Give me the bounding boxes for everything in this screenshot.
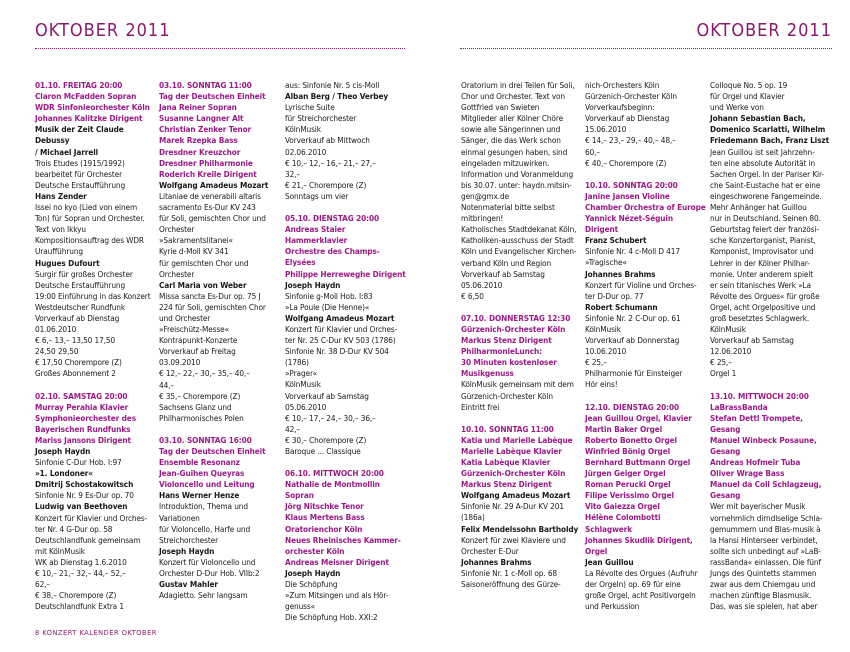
detail-line: Oratorium in drei Teilen für Soli, bbox=[461, 80, 575, 90]
detail-line: »Tragische« bbox=[585, 257, 627, 268]
detail-line: Die Schöpfung bbox=[285, 579, 338, 590]
detail-line: machen zünftige Blasmusik. bbox=[710, 590, 812, 601]
detail-line: 15.06.2010 bbox=[585, 124, 627, 135]
detail-line: vornehmlich dirndlselige Schla- bbox=[710, 512, 823, 523]
detail-line: ten eine absolute Autorität in bbox=[710, 157, 816, 168]
detail-line: € 30,– Chorempore (Z) bbox=[285, 434, 367, 445]
performer-line: 30 Minuten kostenloser bbox=[461, 357, 557, 368]
detail-line: mitbringen! bbox=[461, 213, 504, 224]
composer-line: / Michael Jarrell bbox=[35, 146, 99, 157]
detail-line: Kompositionsauftrag des WDR bbox=[35, 235, 144, 246]
performer-line: Bernhard Buttmann Orgel bbox=[585, 457, 691, 467]
detail-line: »Prager« bbox=[285, 368, 317, 379]
detail-line: Sinfonie Nr. 1 c-Moll op. 68 bbox=[461, 567, 557, 578]
performer-line: Roderich Kreile Dirigent bbox=[159, 168, 257, 179]
detail-line: Sänger, die das Werk schon bbox=[461, 135, 561, 146]
detail-line: la Hansi Hinterseer verbindet, bbox=[710, 534, 818, 545]
detail-line: Sinfonie g-Moll Hob. I:83 bbox=[285, 290, 373, 301]
performer-line: Musikgenuss bbox=[461, 368, 514, 379]
performer-line: Gesang bbox=[710, 446, 741, 456]
event-date: 13.10. MITTWOCH 20:00 bbox=[710, 390, 809, 401]
detail-line: 19:00 Einführung in das Konzert bbox=[35, 290, 151, 301]
detail-line: Mitglieder aller Kölner Chöre bbox=[461, 113, 564, 124]
event-entry bbox=[461, 424, 583, 590]
detail-line: Litaniae de venerabili altaris bbox=[159, 190, 261, 201]
performer-line: Oliver Wrage Bass bbox=[710, 468, 785, 479]
detail-line: Die Schöpfung Hob. XXI:2 bbox=[285, 612, 378, 623]
event-entry bbox=[461, 80, 583, 302]
performer-line: Andreas Meisner Dirigent bbox=[285, 556, 389, 567]
detail-line: Sinfonie Nr. 38 D-Dur KV 504 bbox=[285, 346, 389, 357]
detail-line: für Orgel und Klavier bbox=[710, 91, 785, 102]
detail-line: der Orgeln) op. 69 für eine bbox=[585, 579, 681, 590]
performer-line: Johannes Kalitzke Dirigent bbox=[35, 113, 143, 124]
detail-line: eingeladen mitzuwirken. bbox=[461, 157, 550, 168]
dotted-divider-right bbox=[460, 48, 832, 49]
detail-line: Orchester D-Dur Hob. VIIb:2 bbox=[159, 568, 260, 579]
detail-line: Missa sancta Es-Dur op. 75 J bbox=[159, 290, 261, 301]
detail-line: Vorverkauf ab Samstag bbox=[285, 390, 369, 401]
performer-line: Christian Zenker Tenor bbox=[159, 124, 252, 135]
composer-line: Joseph Haydn bbox=[285, 279, 341, 290]
detail-line: € 25,– bbox=[710, 357, 732, 368]
detail-line: groß besetztes Schlagwerk. bbox=[710, 312, 810, 323]
performer-line: Symphonieorchester des bbox=[35, 412, 136, 423]
performer-line: Stefan Dettl Trompete, Gesang bbox=[710, 412, 803, 434]
detail-line: Jungs des Quintetts stammen bbox=[710, 568, 817, 579]
detail-line: Kontrapunkt-Konzerte bbox=[159, 335, 238, 346]
performer-line: Murray Perahia Klavier bbox=[35, 401, 129, 412]
detail-line: Mehr Anhänger hat Guillou bbox=[710, 202, 807, 213]
detail-line: Vorverkaufsbeginn: bbox=[585, 102, 655, 113]
detail-line: KölnMusik gemeinsam mit dem bbox=[461, 379, 574, 390]
composer-line: Wolfgang Amadeus Mozart bbox=[285, 312, 395, 323]
detail-line: Orgel 1 bbox=[710, 368, 737, 379]
event-entry bbox=[585, 180, 707, 391]
detail-line: für gemischten Chor und bbox=[159, 257, 249, 268]
detail-line: einmal gesungen haben, sind bbox=[461, 146, 568, 157]
detail-line: Wer mit bayerischer Musik bbox=[710, 501, 806, 512]
detail-line: KölnMusik bbox=[285, 124, 321, 135]
composer-line: Gustav Mahler bbox=[159, 579, 218, 590]
detail-line: Orchester bbox=[159, 268, 195, 279]
detail-line: Konzert für zwei Klaviere und bbox=[461, 534, 566, 545]
performer-line: Ensemble Resonanz bbox=[159, 457, 240, 468]
detail-line: rassBanda« einlassen. Die fünf bbox=[710, 556, 821, 567]
detail-line: La Révolte des Orgues (Aufruhr bbox=[585, 567, 698, 578]
detail-line: »La Poule (Die Henne)« bbox=[285, 301, 370, 312]
composer-line: Franz Schubert bbox=[585, 235, 647, 246]
detail-line: Issei no kyo (Lied von einem bbox=[35, 202, 138, 213]
detail-line: € 10,– 21,– 32,– 44,– 52,– bbox=[35, 568, 126, 579]
detail-line: nich-Orchesters Köln bbox=[585, 80, 660, 90]
detail-line: KölnMusik bbox=[285, 379, 321, 390]
performer-line: WDR Sinfonieorchester Köln bbox=[35, 102, 150, 113]
performer-line: Hélène Colombotti Schlagwerk bbox=[585, 512, 661, 534]
detail-line: € 12,– 22,– 30,– 35,– 40,– bbox=[159, 368, 250, 379]
composer-line: Joseph Haydn bbox=[285, 567, 341, 578]
detail-line: »Zum Mitsingen und als Hör- bbox=[285, 590, 389, 601]
performer-line: Gesang bbox=[710, 490, 741, 501]
performer-line: Dresdner Kreuzchor bbox=[159, 146, 241, 157]
detail-line: 05.06.2010 bbox=[461, 279, 503, 290]
detail-line: und Perkussion bbox=[585, 601, 640, 612]
detail-line: Colloque No. 5 op. 19 bbox=[710, 80, 788, 90]
detail-line: Deutschlandfunk Extra 1 bbox=[35, 601, 124, 612]
composer-line: Carl Maria von Weber bbox=[159, 279, 247, 290]
detail-line: Deutsche Erstaufführung bbox=[35, 179, 126, 190]
performer-line: Markus Stenz Dirigent bbox=[461, 335, 552, 346]
event-date: 01.10. FREITAG 20:00 bbox=[35, 80, 123, 90]
detail-line: Saisoneröffnung des Gürze- bbox=[461, 579, 561, 590]
detail-line: (1786) bbox=[285, 357, 309, 368]
event-entry bbox=[585, 402, 707, 613]
detail-line: Gürzenich-Orchester Köln bbox=[585, 91, 677, 102]
detail-line: € 6,50 bbox=[461, 290, 484, 301]
composer-line: Joseph Haydn bbox=[159, 545, 215, 556]
event-entry bbox=[585, 80, 707, 169]
detail-line: sowie alle Sängerinnen und bbox=[461, 124, 561, 135]
detail-line: 10.06.2010 bbox=[585, 346, 627, 357]
detail-line: Sinfonie Nr. 29 A-Dur KV 201 bbox=[461, 501, 564, 512]
event-date: 03.10. SONNTAG 11:00 bbox=[159, 80, 252, 90]
detail-line: Chor und Orchester. Text von bbox=[461, 91, 565, 102]
composer-line: Johannes Brahms bbox=[461, 556, 532, 567]
performer-line: Gürzenich-Orchester Köln bbox=[461, 468, 566, 479]
event-entry bbox=[35, 391, 157, 613]
detail-line: Orchester E-Dur bbox=[461, 545, 519, 556]
composer-line: Johannes Brahms bbox=[585, 268, 656, 279]
performer-line: Oratorienchor Köln bbox=[285, 523, 363, 534]
performer-line: Martin Baker Orgel bbox=[585, 423, 663, 434]
performer-line: Jean Guillou Orgel, Klavier bbox=[585, 412, 692, 423]
performer-line: Gürzenich-Orchester Köln bbox=[461, 323, 566, 334]
detail-line: und Orchester bbox=[159, 312, 211, 323]
detail-line: Deutsche Erstaufführung bbox=[35, 279, 126, 290]
column-3 bbox=[285, 80, 407, 634]
performer-line: LaBrassBanda bbox=[710, 401, 768, 412]
event-date: 12.10. DIENSTAG 20:00 bbox=[585, 401, 680, 412]
detail-line: ter D-Dur op. 77 bbox=[585, 290, 644, 301]
performer-line: Winfried Bönig Orgel bbox=[585, 445, 671, 456]
composer-line: Johann Sebastian Bach, bbox=[710, 113, 806, 124]
detail-line: Orchester bbox=[159, 224, 195, 235]
detail-line: 01.06.2010 bbox=[35, 324, 77, 335]
detail-line: € 6,– 13,– 13,50 17,50 bbox=[35, 335, 116, 346]
composer-line: Hans Werner Henze bbox=[159, 490, 240, 501]
detail-line: Vorverkauf ab Samstag bbox=[710, 335, 794, 346]
performer-line: Roman Perucki Orgel bbox=[585, 479, 671, 490]
detail-line: genuss« bbox=[285, 601, 316, 612]
detail-line: ter Nr. 25 C-Dur KV 503 (1786) bbox=[285, 335, 396, 346]
detail-line: Vorverkauf ab Samstag bbox=[461, 268, 545, 279]
event-date: 06.10. MITTWOCH 20:00 bbox=[285, 468, 384, 479]
detail-line: Sachsens Glanz und bbox=[159, 401, 232, 412]
page-title-left: OKTOBER 2011 bbox=[35, 20, 171, 41]
detail-line: Kyrie d-Moll KV 341 bbox=[159, 246, 229, 257]
composer-line: Wolfgang Amadeus Mozart bbox=[461, 490, 571, 501]
detail-line: 24,50 29,50 bbox=[35, 346, 79, 357]
detail-line: für Soli, gemischten Chor und bbox=[159, 213, 266, 224]
detail-line: Variationen bbox=[159, 512, 200, 523]
detail-line: Adagietto. Sehr langsam bbox=[159, 590, 248, 601]
event-entry bbox=[159, 435, 281, 601]
column-4 bbox=[461, 80, 583, 601]
column-2 bbox=[159, 80, 281, 612]
detail-line: für Streichorchester bbox=[285, 113, 357, 124]
detail-line: 12.06.2010 bbox=[710, 346, 752, 357]
detail-line: Vorverkauf ab Mittwoch bbox=[285, 135, 370, 146]
composer-line: Musik der Zeit Claude Debussy bbox=[35, 124, 124, 146]
event-entry bbox=[35, 80, 157, 380]
performer-line: Roberto Bonetto Orgel bbox=[585, 434, 677, 445]
detail-line: er sein titanisches Werk »La bbox=[710, 279, 811, 290]
performer-line: Markus Stenz Dirigent bbox=[461, 479, 552, 490]
detail-line: 44,– bbox=[159, 379, 174, 390]
detail-line: € 40,– Chorempore (Z) bbox=[585, 157, 667, 168]
detail-line: Streichorchester bbox=[159, 534, 218, 545]
detail-line: Westdeutscher Rundfunk bbox=[35, 301, 126, 312]
performer-line: Tag der Deutschen Einheit bbox=[159, 91, 266, 102]
detail-line: Vorverkauf ab Freitag bbox=[159, 346, 236, 357]
composer-line: Domenico Scarlatti, Wilhelm bbox=[710, 124, 826, 135]
detail-line: sche Konzertorganist, Pianist, bbox=[710, 235, 816, 246]
detail-line: Komponist, Improvisator und bbox=[710, 246, 814, 257]
performer-line: Neues Rheinisches Kammer- bbox=[285, 534, 401, 545]
performer-line: Jörg Nitschke Tenor bbox=[285, 501, 364, 512]
detail-line: € 21,– Chorempore (Z) bbox=[285, 179, 367, 190]
detail-line: Katholiken-ausschuss der Stadt bbox=[461, 235, 574, 246]
detail-line: 03.09.2010 bbox=[159, 357, 201, 368]
detail-line: Vorverkauf ab Donnerstag bbox=[585, 335, 680, 346]
detail-line: Révolte des Orgues« für große bbox=[710, 290, 820, 301]
column-5 bbox=[585, 80, 707, 623]
detail-line: Vorverkauf ab Dienstag bbox=[585, 113, 670, 124]
detail-line: Baroque ... Classique bbox=[285, 446, 361, 456]
event-entry bbox=[159, 80, 281, 424]
detail-line: Eintritt frei bbox=[461, 401, 500, 412]
performer-line: Katia und Marielle Labèque bbox=[461, 434, 573, 445]
page-footer: 8 KONZERT KALENDER OKTOBER bbox=[35, 628, 157, 637]
event-entry bbox=[710, 80, 832, 380]
detail-line: 32,– bbox=[285, 168, 300, 179]
detail-line: WK ab Dienstag 1.6.2010 bbox=[35, 556, 127, 567]
performer-line: Dresdner Philharmonie bbox=[159, 157, 253, 168]
detail-line: und Werke von bbox=[710, 102, 764, 113]
column-6 bbox=[710, 80, 832, 623]
detail-line: Konzert für Violoncello und bbox=[159, 556, 256, 567]
performer-line: Marek Rzepka Bass bbox=[159, 135, 238, 146]
performer-line: Jean-Guihen Queyras bbox=[159, 468, 245, 479]
detail-line: zwar aus dem Chiemgau und bbox=[710, 579, 816, 590]
detail-line: »Sakramentslitanei« bbox=[159, 235, 233, 246]
detail-line: Lyrische Suite bbox=[285, 102, 335, 113]
performer-line: Andreas Hofmeir Tuba bbox=[710, 457, 801, 468]
event-entry bbox=[285, 80, 407, 202]
detail-line: Text von Ikkyu bbox=[35, 224, 86, 235]
event-date: 10.10. SONNTAG 11:00 bbox=[461, 423, 554, 434]
performer-line: Chamber Orchestra of Europe bbox=[585, 201, 706, 212]
performer-line: Manuel Winbeck Posaune, bbox=[710, 434, 817, 445]
detail-line: Deutschlandfunk gemeinsam bbox=[35, 534, 141, 545]
performer-line: Jana Reiner Sopran bbox=[159, 102, 237, 113]
detail-line: KölnMusik bbox=[710, 324, 746, 335]
performer-line: Claron McFadden Sopran bbox=[35, 91, 137, 102]
detail-line: 02.06.2010 bbox=[285, 146, 327, 157]
performer-line: Jürgen Geiger Orgel bbox=[585, 468, 666, 479]
event-entry bbox=[285, 213, 407, 457]
detail-line: Geburtstag feiert der französi- bbox=[710, 224, 819, 235]
performer-line: Mariss Jansons Dirigent bbox=[35, 434, 131, 445]
detail-line: eingeschworene Fangemeinde. bbox=[710, 190, 822, 201]
detail-line: Philharmonie für Einsteiger bbox=[585, 368, 683, 379]
detail-line: bis 30.07. unter: haydn.mitsin- bbox=[461, 179, 572, 190]
detail-line: Großes Abonnement 2 bbox=[35, 368, 116, 379]
detail-line: Uraufführung bbox=[35, 246, 83, 257]
detail-line: Köln und Evangelischer Kirchen- bbox=[461, 246, 577, 257]
event-date: 07.10. DONNERSTAG 12:30 bbox=[461, 312, 571, 323]
detail-line: Introduktion, Thema und bbox=[159, 501, 248, 512]
detail-line: bearbeitet für Orchester bbox=[35, 168, 123, 179]
detail-line: Katholisches Stadtdekanat Köln, bbox=[461, 224, 577, 235]
detail-line: sollte sich unbedingt auf »LaB- bbox=[710, 545, 821, 556]
performer-line: Katia Labèque Klavier bbox=[461, 457, 551, 467]
composer-line: Jean Guillou bbox=[585, 556, 634, 567]
event-entry bbox=[461, 313, 583, 413]
detail-line: mit KölnMusik bbox=[35, 545, 85, 556]
detail-line: Surgir für großes Orchester bbox=[35, 268, 133, 279]
performer-line: Andreas Staier Hammerklavier bbox=[285, 224, 348, 246]
composer-line: Hans Zender bbox=[35, 190, 87, 201]
detail-line: 62,– bbox=[35, 579, 50, 590]
performer-line: Susanne Langner Alt bbox=[159, 113, 244, 124]
performer-line: Nathalie de Montmollin Sopran bbox=[285, 479, 380, 501]
detail-line: große Orgel, acht Positivorgeln bbox=[585, 590, 696, 601]
detail-line: Konzert für Violine und Orches- bbox=[585, 279, 697, 290]
detail-line: (186a) bbox=[461, 512, 485, 523]
performer-line: Yannick Nézet-Séguin Dirigent bbox=[585, 213, 674, 235]
detail-line: »Freischütz-Messe« bbox=[159, 324, 230, 335]
detail-line: Sinfonie Nr. 4 c-Moll D 417 bbox=[585, 246, 680, 257]
detail-line: gen@gmx.de bbox=[461, 190, 510, 201]
detail-line: 05.06.2010 bbox=[285, 401, 327, 412]
detail-line: für Violoncello, Harfe und bbox=[159, 523, 251, 534]
performer-line: PhilharmonieLunch: bbox=[461, 346, 542, 357]
detail-line: € 35,– Chorempore (Z) bbox=[159, 390, 241, 401]
detail-line: € 14,– 23,– 29,– 40,– 48,– bbox=[585, 135, 676, 146]
detail-line: 224 für Soli, gemischten Chor bbox=[159, 301, 266, 312]
detail-line: Ton) für Sopran und Orchester. bbox=[35, 213, 145, 224]
performer-line: Johannes Skudlik Dirigent, bbox=[585, 534, 693, 545]
event-date: 10.10. SONNTAG 20:00 bbox=[585, 179, 678, 190]
detail-line: nur in Deutschland. Seinen 80. bbox=[710, 213, 821, 224]
event-date: 03.10. SONNTAG 16:00 bbox=[159, 434, 252, 445]
detail-line: Orgel, acht Orgelpositive und bbox=[710, 301, 816, 312]
detail-line: Trois Etudes (1915/1992) bbox=[35, 157, 125, 168]
detail-line: aus: Sinfonie Nr. 5 cis-Moll bbox=[285, 80, 380, 90]
detail-line: KölnMusik bbox=[585, 323, 621, 334]
composer-line: »1. Londoner« bbox=[35, 468, 93, 479]
performer-line: Philippe Herreweghe Dirigent bbox=[285, 268, 406, 279]
performer-line: Orchestre des Champs-Elysées bbox=[285, 246, 380, 268]
performer-line: Bayerischen Rundfunks bbox=[35, 423, 131, 434]
detail-line: Vorverkauf ab Dienstag bbox=[35, 312, 120, 323]
detail-line: 60,– bbox=[585, 146, 600, 157]
event-date: 02.10. SAMSTAG 20:00 bbox=[35, 390, 128, 401]
detail-line: Sinfonie Nr. 9 Es-Dur op. 70 bbox=[35, 490, 134, 501]
detail-line: Information und Voranmeldung bbox=[461, 168, 574, 179]
composer-line: Wolfgang Amadeus Mozart bbox=[159, 179, 269, 190]
detail-line: Notenmaterial bitte selbst bbox=[461, 202, 555, 213]
composer-line: Alban Berg / Theo Verbey bbox=[285, 91, 389, 102]
detail-line: monie. Unter anderem spielt bbox=[710, 268, 814, 279]
performer-line: Orgel bbox=[585, 545, 608, 556]
performer-line: Vito Gaiezza Orgel bbox=[585, 501, 660, 512]
detail-line: ter Nr. 4 G-Dur op. 58 bbox=[35, 523, 113, 534]
composer-line: Hugues Dufourt bbox=[35, 257, 100, 268]
performer-line: Tag der Deutschen Einheit bbox=[159, 446, 266, 456]
detail-line: Sonntags um vier bbox=[285, 190, 349, 201]
detail-line: € 25,– bbox=[585, 357, 607, 368]
composer-line: Robert Schumann bbox=[585, 301, 658, 312]
detail-line: Philharmonisches Polen bbox=[159, 412, 244, 423]
detail-line: € 17,50 Chorempore (Z) bbox=[35, 357, 122, 368]
detail-line: Hör eins! bbox=[585, 379, 618, 390]
detail-line: Sachen Orgel. In der Pariser Kir- bbox=[710, 168, 824, 179]
column-1 bbox=[35, 80, 157, 623]
composer-line: Joseph Haydn bbox=[35, 446, 91, 456]
detail-line: Konzert für Klavier und Orches- bbox=[35, 512, 148, 523]
composer-line: Ludwig van Beethoven bbox=[35, 501, 128, 512]
event-date: 05.10. DIENSTAG 20:00 bbox=[285, 213, 380, 224]
detail-line: 42,– bbox=[285, 423, 300, 434]
performer-line: Violoncello und Leitung bbox=[159, 479, 255, 490]
composer-line: Dmitrij Schostakowitsch bbox=[35, 479, 134, 490]
detail-line: verband Köln und Region bbox=[461, 257, 552, 268]
detail-line: Konzert für Klavier und Orches- bbox=[285, 323, 398, 334]
event-entry bbox=[710, 391, 832, 613]
composer-line: Friedemann Bach, Franz Liszt bbox=[710, 135, 829, 146]
detail-line: Sinfonie Nr. 2 C-Dur op. 61 bbox=[585, 312, 681, 323]
performer-line: Marielle Labèque Klavier bbox=[461, 445, 562, 456]
detail-line: € 38,– Chorempore (Z) bbox=[35, 590, 117, 601]
dotted-divider-left bbox=[35, 48, 405, 49]
detail-line: Jean Guillou ist seit Jahrzehn- bbox=[710, 146, 815, 157]
event-entry bbox=[285, 468, 407, 623]
detail-line: Gürzenich-Orchester Köln bbox=[461, 390, 553, 401]
detail-line: Sinfonie C-Dur Hob. I:97 bbox=[35, 457, 122, 468]
detail-line: gemummern und Blas-musik à bbox=[710, 523, 821, 534]
detail-line: che Saint-Eustache hat er eine bbox=[710, 179, 821, 190]
detail-line: Das, was sie spielen, hat aber bbox=[710, 601, 818, 612]
performer-line: orchester Köln bbox=[285, 545, 345, 556]
performer-line: Janine Jansen Violine bbox=[585, 190, 670, 201]
detail-line: sacramento Es-Dur KV 243 bbox=[159, 202, 256, 213]
detail-line: Lehrer in der Kölner Philhar- bbox=[710, 257, 810, 268]
performer-line: Filipe Verissimo Orgel bbox=[585, 490, 674, 501]
composer-line: Felix Mendelssohn Bartholdy bbox=[461, 523, 579, 534]
detail-line: Gottfried van Swieten bbox=[461, 102, 540, 113]
performer-line: Klaus Mertens Bass bbox=[285, 512, 365, 523]
detail-line: € 10,– 17,– 24,– 30,– 36,– bbox=[285, 412, 376, 423]
page-title-right: OKTOBER 2011 bbox=[696, 20, 832, 41]
detail-line: € 10,– 12,– 16,– 21,– 27,– bbox=[285, 157, 376, 168]
performer-line: Manuel da Coll Schlagzeug, bbox=[710, 479, 822, 490]
